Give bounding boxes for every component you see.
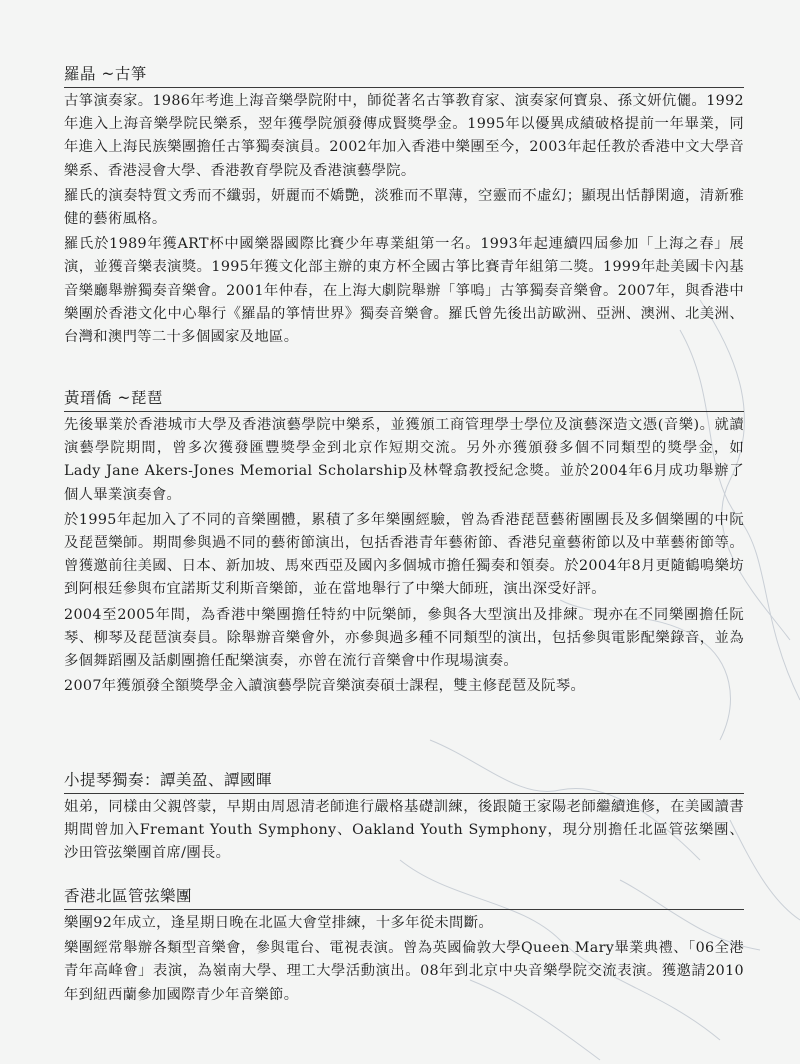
section-heading: 羅晶 ~古箏 <box>64 64 744 88</box>
section-north-district-orchestra <box>64 886 744 1007</box>
paragraph: 於1995年起加入了不同的音樂團體，累積了多年樂團經驗，曾為香港琵琶藝術團團長及多個樂團的中阮及琵琶樂師。期間參與過不同的藝術節演出，包括香港青年藝術節、香港兒童藝術節以及中華藝術節等。曾獲邀前往美國、日本、新加坡、馬來西亞及國內多個城市擔任獨奏和領奏。於2004年8月更隨鶴鳴樂坊到阿根廷參與布宜諾斯艾利斯音樂節，並在當地舉行了中樂大師班，演出深受好評。 <box>64 511 744 598</box>
paragraph: 先後畢業於香港城市大學及香港演藝學院中樂系，並獲頒工商管理學士學位及演藝深造文憑(音樂)。就讀演藝學院期間，曾多次獲發匯豐獎學金到北京作短期交流。另外亦獲頒發多個不同類型的獎學金，如Lady Jane Akers-Jones Memorial Scholarship及林聲翕教授紀念獎。並於2004年6月成功舉辦了個人畢業演奏會。 <box>64 417 744 503</box>
paragraph: 羅氏的演奏特質文秀而不纖弱，妍麗而不嬌艷，淡雅而不單薄，空靈而不虛幻；顯現出恬靜閑適，清新雅健的藝術風格。 <box>64 187 744 228</box>
section-heading: 香港北區管弦樂團 <box>64 886 744 910</box>
section-luo-jing <box>64 64 744 349</box>
paragraph: 姐弟，同樣由父親啓蒙，早期由周恩清老師進行嚴格基礎訓練，後跟隨王家陽老師繼續進修，在美國讀書期間曾加入Fremant Youth Symphony、Oakland Youth Symphony，現分別擔任北區管弦樂團、沙田管弦樂團首席/團長。 <box>64 799 744 862</box>
paragraph: 2007年獲頒發全額獎學金入讀演藝學院音樂演奏碩士課程，雙主修琵琶及阮琴。 <box>64 678 586 695</box>
section-heading: 黃瑨僑 ~琵琶 <box>64 388 744 412</box>
paragraph: 2004至2005年間，為香港中樂團擔任特約中阮樂師，參與各大型演出及排練。現亦在不同樂團擔任阮琴、柳琴及琵琶演奏員。除舉辦音樂會外，亦參與過多種不同類型的演出，包括參與電影配樂錄音，並為多個舞蹈團及話劇團擔任配樂演奏，亦曾在流行音樂會中作現場演奏。 <box>64 606 744 670</box>
section-wong-chun-kiu <box>64 388 744 698</box>
section-heading: 小提琴獨奏：譚美盈、譚國暉 <box>64 770 744 794</box>
section-violin-solo <box>64 770 744 866</box>
paragraph: 古箏演奏家。1986年考進上海音樂學院附中，師從著名古箏教育家、演奏家何寶泉、孫文妍伉儷。1992年進入上海音樂學院民樂系，翌年獲學院頒發傳成賢獎學金。1995年以優異成績破格提前一年畢業，同年進入上海民族樂團擔任古箏獨奏演員。2002年加入香港中樂團至今，2003年起任教於香港中文大學音樂系、香港浸會大學、香港教育學院及香港演藝學院。 <box>64 93 744 179</box>
paragraph: 樂團92年成立，逢星期日晚在北區大會堂排練，十多年從未間斷。 <box>64 915 494 931</box>
paragraph: 羅氏於1989年獲ART杯中國樂器國際比賽少年專業組第一名。1993年起連續四屆參加「上海之春」展演，並獲音樂表演獎。1995年獲文化部主辦的東方杯全國古箏比賽青年組第二獎。1999年赴美國卡內基音樂廳舉辦獨奏音樂會。2001年仲春，在上海大劇院舉辦「箏鳴」古箏獨奏音樂會。2007年，與香港中樂團於香港文化中心舉行《羅晶的箏情世界》獨奏音樂會。羅氏曾先後出訪歐洲、亞洲、澳洲、北美洲、台灣和澳門等二十多個國家及地區。 <box>64 236 744 346</box>
paragraph: 樂團經常舉辦各類型音樂會，參與電台、電視表演。曾為英國倫敦大學Queen Mary畢業典禮、「06全港青年高峰會」表演，為嶺南大學、理工大學活動演出。08年到北京中央音樂學院交流表演。獲邀請2010年到紐西蘭參加國際青少年音樂節。 <box>64 940 744 1003</box>
